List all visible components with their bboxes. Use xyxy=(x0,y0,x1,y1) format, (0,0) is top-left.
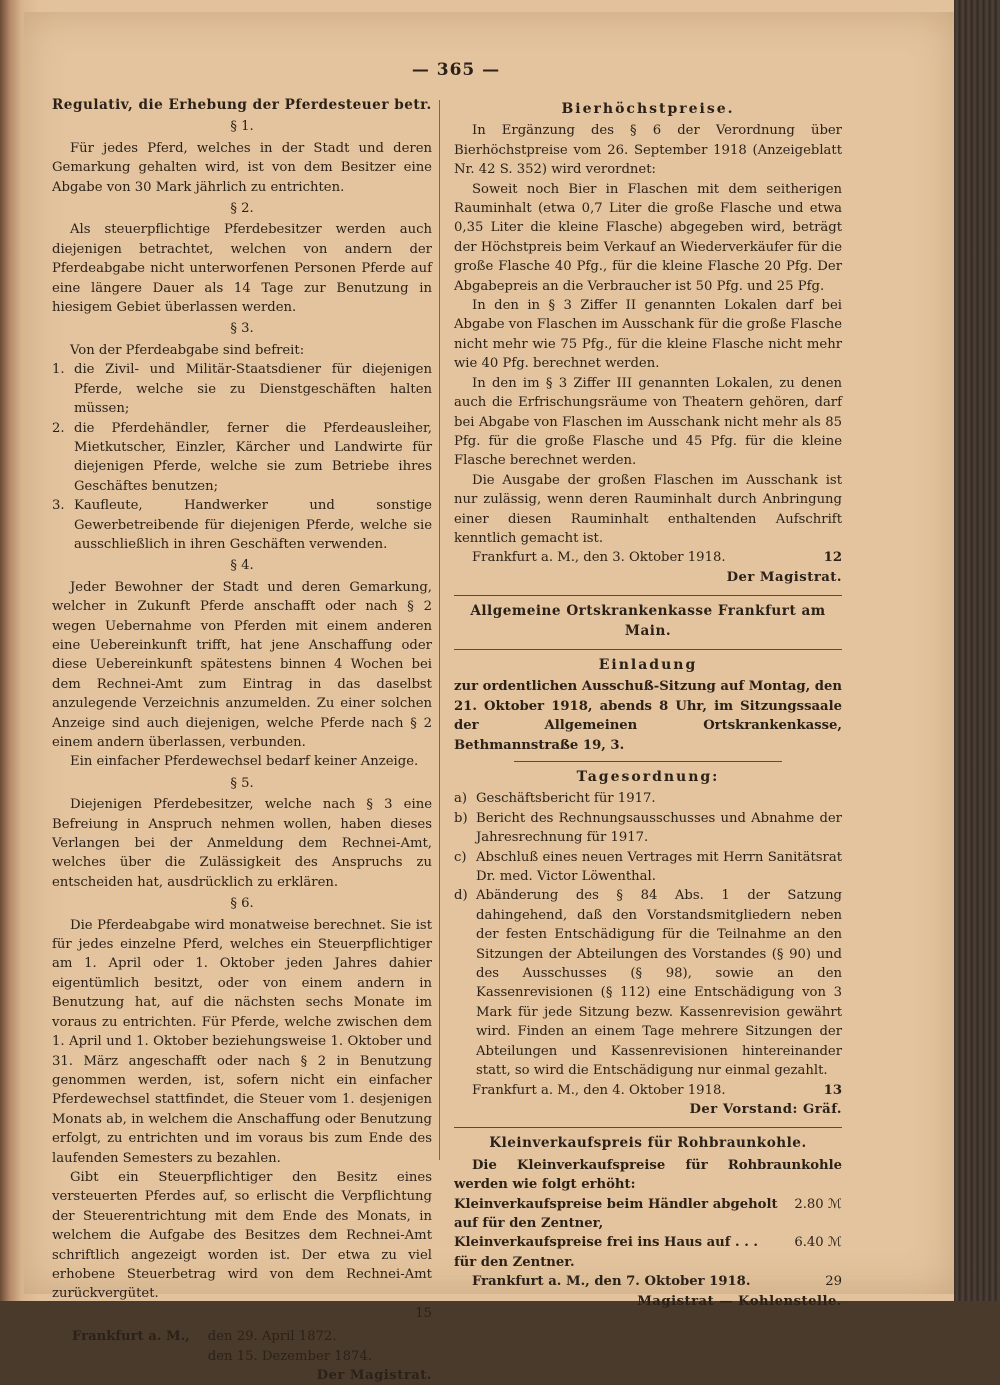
price-row xyxy=(454,1233,842,1272)
section-paragraph: Diejenigen Pferdebesitzer, welche nach § 3 eine Befreiung in Anspruch nehmen wollen, haben dieses Verlangen bei der Anmeldung dem Rechnei-Amt, welches über die Zulässigkeit des Anspruchs zu entscheiden hat, ausdrücklich zu erklären. xyxy=(52,797,432,890)
agenda-item xyxy=(454,809,842,848)
page-edges xyxy=(954,0,1000,1301)
list-item xyxy=(52,360,432,418)
kasse-signature: Der Vorstand: Gräf. xyxy=(689,1101,842,1117)
price-value: 2.80 ℳ xyxy=(794,1196,842,1212)
price-label: Kleinverkaufspreise frei ins Haus auf . . . für den Zentner. xyxy=(454,1235,758,1270)
kasse-title: Allgemeine Ortskrankenkasse Frankfurt am Main. xyxy=(470,603,826,639)
beer-date: Frankfurt a. M., den 3. Oktober 1918. xyxy=(472,550,726,566)
right-column xyxy=(440,96,842,1311)
divider xyxy=(514,761,782,762)
divider xyxy=(454,649,842,650)
item-label: 1. xyxy=(52,362,65,378)
beer-date-line xyxy=(454,548,842,567)
kasse-date-line xyxy=(454,1081,842,1100)
beer-paragraph: In Ergänzung des § 6 der Verordnung über Bierhöchstpreise vom 26. September 1918 (Anzeigeblatt Nr. 42 S. 352) wird verordnet: xyxy=(454,123,842,178)
kohle-ref: 29 xyxy=(825,1274,842,1290)
agenda-label: a) xyxy=(454,791,468,807)
list-item xyxy=(52,419,432,497)
beer-paragraph: In den im § 3 Ziffer III genannten Lokalen, zu denen auch die Erfrischungsräume von Theatern gehören, darf bei Abgabe von Flaschen im Ausschank nicht mehr als 85 Pfg. für die große Flasche und 45 Pfg. für die kleine Flasche berechnet werden. xyxy=(454,375,842,469)
section-paragraph: Ein einfacher Pferdewechsel bedarf keiner Anzeige. xyxy=(70,754,419,770)
beer-signature: Der Magistrat. xyxy=(726,569,842,585)
section-paragraph: Die Pferdeabgabe wird monatweise berechnet. Sie ist für jedes einzelne Pferd, welches ein Steuerpflichtiger am 1. April oder 1. Oktober jeden Jahres dahier eigentümlich besitzt, oder von einem andern in Benutzung hat, auf die nächsten sechs Monate im voraus zu entrichten. Für Pferde, welche zwischen dem 1. April und 1. Oktober beziehungsweise 1. Oktober und 31. März angeschafft oder nach § 2 in Benutzung genommen werden, ist, sofern nicht ein einfacher Pferdewechsel stattfindet, die Steuer vom 1. desjenigen Monats ab, in welchem die Anschaffung oder Benutzung erfolgt, zu entrichten und im voraus bis zum Ende des laufenden Semesters zu bezahlen. xyxy=(52,917,432,1166)
price-label: Kleinverkaufspreise beim Händler abgeholt auf für den Zentner, xyxy=(454,1196,778,1231)
agenda-text: Abschluß eines neuen Vertrages mit Herrn Sanitätsrat Dr. med. Victor Löwenthal. xyxy=(476,849,842,885)
section-heading: § 5. xyxy=(230,775,254,791)
section-paragraph: Als steuerpflichtige Pferdebesitzer werden auch diejenigen betrachtet, welchen von andern der Pferdeabgabe nicht unterworfenen Personen Pferde auf eine längere Dauer als 14 Tage zur Benutzung in hiesigem Gebiet überlassen werden. xyxy=(52,222,432,316)
section-paragraph: Von der Pferdeabgabe sind befreit: xyxy=(70,342,305,358)
agenda-text: Bericht des Rechnungsausschusses und Abnahme der Jahresrechnung für 1917. xyxy=(476,810,842,846)
exemption-list xyxy=(52,360,432,554)
agenda-item xyxy=(454,848,842,887)
agenda-list xyxy=(454,789,842,1080)
price-row xyxy=(454,1195,842,1234)
kasse-invitation: zur ordentlichen Ausschuß-Sitzung auf Montag, den 21. Oktober 1918, abends 8 Uhr, im Sitzungssaale der Allgemeinen Ortskrankenkasse, Bethmannstraße 19, 3. xyxy=(454,679,842,753)
date-2: den 15. Dezember 1874. xyxy=(207,1348,372,1364)
divider xyxy=(454,1127,842,1128)
kasse-date: Frankfurt a. M., den 4. Oktober 1918. xyxy=(472,1082,726,1098)
beer-paragraph: In den in § 3 Ziffer II genannten Lokalen darf bei Abgabe von Flaschen im Ausschank für die große Flasche nicht mehr wie 75 Pfg., für die kleine Flasche nicht mehr wie 40 Pfg. berechnet werden. xyxy=(454,298,842,372)
beer-paragraph: Soweit noch Bier in Flaschen mit dem seitherigen Rauminhalt (etwa 0,7 Liter die große Flasche und etwa 0,35 Liter die kleine Flasche) abgegeben wird, beträgt der Höchstpreis beim Verkauf an Wiederverkäufer für die große Flasche 40 Pfg., für die kleine Flasche 20 Pfg. Der Abgabepreis an die Verbraucher ist 50 Pfg. und 25 Pfg. xyxy=(454,181,842,294)
beer-paragraph: Die Ausgabe der großen Flaschen im Ausschank ist nur zulässig, wenn deren Rauminhalt durch Anbringung einer diesen Rauminhalt enthaltenden Aufschrift kenntlich gemacht ist. xyxy=(454,472,842,546)
item-text: die Zivil- und Militär-Staatsdiener für diejenigen Pferde, welche sie zu Dienstgeschäften halten müssen; xyxy=(74,362,432,417)
agenda-text: Abänderung des § 84 Abs. 1 der Satzung dahingehend, daß den Vorstandsmitgliedern neben der festen Entschädigung für die Teilnahme an den Sitzungen der Abteilungen des Vorstandes (§ 90) und des Ausschusses (§ 98), sowie an den Kassenrevisionen (§ 112) eine Entschädigung von 3 Mark für jede Sitzung bezw. Kassenrevision gewährt wird. Finden an einem Tage mehrere Sitzungen der Abteilungen und Kassenrevisionen hintereinander statt, so wird die Entschädigung nur einmal gezahlt. xyxy=(476,888,842,1079)
kohle-title: Kleinverkaufspreis für Rohbraunkohle. xyxy=(489,1135,807,1152)
kasse-einladung: Einladung xyxy=(598,656,698,673)
item-text: Kaufleute, Handwerker und sonstige Gewerbetreibende für diejenigen Pferde, welche sie ausschließlich in ihren Geschäften verwenden. xyxy=(74,498,432,552)
kohle-intro: Die Kleinverkaufspreise für Rohbraunkohle werden wie folgt erhöht: xyxy=(454,1157,842,1193)
kohle-signature: Magistrat — Kohlenstelle. xyxy=(637,1293,842,1309)
date-1: den 29. April 1872. xyxy=(207,1329,337,1345)
reference-number: 15 xyxy=(415,1305,432,1321)
section-heading: § 1. xyxy=(230,119,254,135)
signature: Der Magistrat. xyxy=(316,1368,432,1383)
agenda-text: Geschäftsbericht für 1917. xyxy=(476,791,656,807)
item-label: 3. xyxy=(52,498,65,514)
agenda-item xyxy=(454,886,842,1080)
date-block xyxy=(52,1327,432,1366)
item-label: 2. xyxy=(52,420,65,436)
item-text: die Pferdehändler, ferner die Pferdeausleiher, Mietkutscher, Einzler, Kärcher und Landwirte für diejenigen Pferde, welche sie zum Betriebe ihres Geschäftes benutzen; xyxy=(74,420,432,494)
section-paragraph: Gibt ein Steuerpflichtiger den Besitz eines versteuerten Pferdes auf, so erlischt die Verpflichtung der Steuerentrichtung mit dem Ende des Monats, in welchem die Aufgabe des Besitzes dem Rechnei-Amt schriftlich angezeigt worden ist. Der etwa zu viel erhobene Steuerbetrag wird von dem Rechnei-Amt zurückvergütet. xyxy=(52,1169,432,1302)
beer-title: Bierhöchstpreise. xyxy=(561,101,735,117)
section-heading: § 3. xyxy=(230,321,254,337)
section-heading: § 2. xyxy=(230,201,254,217)
list-item xyxy=(52,496,432,554)
agenda-item xyxy=(454,789,842,808)
section-paragraph: Jeder Bewohner der Stadt und deren Gemarkung, welcher in Zukunft Pferde anschafft oder nach § 2 wegen Uebernahme von Pferden mit einem anderen eine Uebereinkunft trifft, hat jene Anschaffung oder diese Uebereinkunft spätestens binnen 4 Wochen bei dem Rechnei-Amt zum Eintrag in das daselbst anzulegende Verzeichnis anzumelden. Zu einer solchen Anzeige sind auch diejenigen, welche Pferde nach § 2 einem andern überlassen, verbunden. xyxy=(52,579,432,750)
price-value: 6.40 ℳ xyxy=(794,1235,842,1251)
place: Frankfurt a. M., xyxy=(72,1329,190,1345)
kohle-date: Frankfurt a. M., den 7. Oktober 1918. xyxy=(472,1274,751,1290)
kasse-ref: 13 xyxy=(823,1082,842,1098)
page-number: — 365 — xyxy=(411,60,501,80)
agenda-label: b) xyxy=(454,810,468,826)
section-heading: § 6. xyxy=(230,896,254,912)
kohle-date-line xyxy=(454,1272,842,1291)
section-paragraph: Für jedes Pferd, welches in der Stadt und deren Gemarkung gehalten wird, ist von dem Besitzer eine Abgabe von 30 Mark jährlich zu entrichten. xyxy=(52,140,432,195)
agenda-title: Tagesordnung: xyxy=(576,769,720,785)
regulativ-title: Regulativ, die Erhebung der Pferdesteuer betr. xyxy=(52,97,432,113)
left-column xyxy=(44,96,436,1385)
beer-ref: 12 xyxy=(823,550,842,566)
divider xyxy=(454,595,842,596)
agenda-label: c) xyxy=(454,849,467,865)
agenda-label: d) xyxy=(454,888,468,904)
section-heading: § 4. xyxy=(230,558,254,574)
